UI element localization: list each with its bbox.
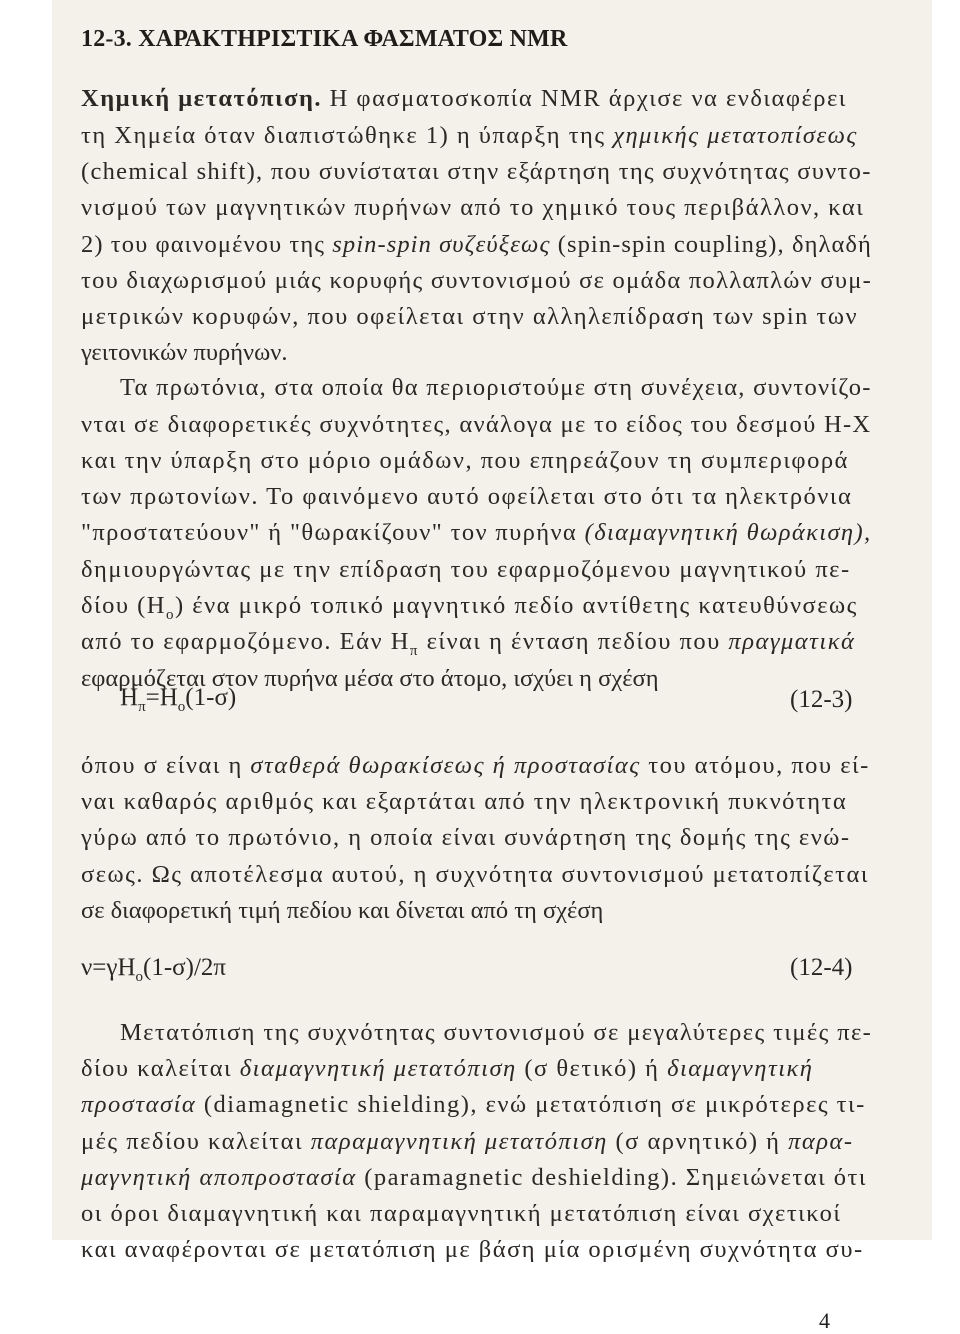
p2-line-7: δίου $(H_o)$ ένα μικρό τοπικό μαγνητικό πεδίο αντίθετης κατευθύνσεως xyxy=(81,592,858,623)
p2-line-3: και την ύπαρξη στο μόριο ομάδων, που επηρεάζουν τη συμπεριφορά xyxy=(81,447,849,474)
equation-number-12-4: (12-4) xyxy=(790,954,853,981)
p1-line-5: 2) του φαινομένου της spin-spin συζεύξεως (spin-spin coupling), δηλαδή xyxy=(81,231,872,258)
p1-line-3: (chemical shift), που συνίσταται στην εξάρτηση της συχνότητας συντο- xyxy=(81,158,872,185)
p4-line-6: οι όροι διαμαγνητική και παραμαγνητική μετατόπιση είναι σχετικοί xyxy=(81,1200,842,1227)
p4-line-3: προστασία (diamagnetic shielding), ενώ μετατόπιση σε μικρότερες τι- xyxy=(81,1091,866,1118)
equation-12-3: $H_\pi=H_o(1-\sigma)$ xyxy=(120,684,237,715)
p1-line-8: γειτονικών πυρήνων. xyxy=(81,339,288,366)
p4-line-5: μαγνητική αποπροστασία (paramagnetic deshielding). Σημειώνεται ότι xyxy=(81,1164,867,1191)
p3-line-1: όπου σ είναι η σταθερά θωρακίσεως ή προστασίας του ατόμου, που εί- xyxy=(81,752,870,779)
p2-line-5: "προστατεύουν" ή "θωρακίζουν" τον πυρήνα (διαμαγνητική θωράκιση), xyxy=(81,519,872,546)
p2-line-9: εφαρμόζεται στον πυρήνα μέσα στο άτομο, ισχύει η σχέση xyxy=(81,665,659,692)
p1-line-2: τη Χημεία όταν διαπιστώθηκε 1) η ύπαρξη της χημικής μετατοπίσεως xyxy=(81,122,858,149)
p2-line-4: των πρωτονίων. Το φαινόμενο αυτό οφείλεται στο ότι τα ηλεκτρόνια xyxy=(81,483,853,510)
p3-line-3: γύρω από το πρωτόνιο, η οποία είναι συνάρτηση της δομής της ενώ- xyxy=(81,824,851,851)
p1-line-7: μετρικών κορυφών, που οφείλεται στην αλληλεπίδραση των spin των xyxy=(81,303,859,330)
p4-line-2: δίου καλείται διαμαγνητική μετατόπιση (σ θετικό) ή διαμαγνητική xyxy=(81,1055,814,1082)
p1-line-6: του διαχωρισμού μιάς κορυφής συντονισμού σε ομάδα πολλαπλών συμ- xyxy=(81,267,873,294)
p3-line-2: ναι καθαρός αριθμός και εξαρτάται από την ηλεκτρονική πυκνότητα xyxy=(81,788,848,815)
p1-line-4: νισμού των μαγνητικών πυρήνων από το χημικό τους περιβάλλον, και xyxy=(81,194,865,221)
p3-line-5: σε διαφορετική τιμή πεδίου και δίνεται από τη σχέση xyxy=(81,897,604,924)
p4-line-4: μές πεδίου καλείται παραμαγνητική μετατόπιση (σ αρνητικό) ή παρα- xyxy=(81,1128,854,1155)
page-number: 4 xyxy=(819,1308,830,1333)
equation-number-12-3: (12-3) xyxy=(790,686,853,713)
p2-line-1: Τα πρωτόνια, στα οποία θα περιοριστούμε στη συνέχεια, συντονίζο- xyxy=(120,374,872,401)
p1-line-1: Χημική μετατόπιση. Η φασματοσκοπία NMR άρχισε να ενδιαφέρει xyxy=(81,85,847,112)
p2-line-6: δημιουργώντας με την επίδραση του εφαρμοζόμενου μαγνητικού πε- xyxy=(81,556,851,583)
p3-line-4: σεως. Ως αποτέλεσμα αυτού, η συχνότητα συντονισμού μετατοπίζεται xyxy=(81,861,869,888)
equation-12-4: $\nu=\gamma H_o(1-\sigma)/2\pi$ xyxy=(81,954,227,985)
p2-line-2: νται σε διαφορετικές συχνότητες, ανάλογα με το είδος του δεσμού Η-Χ xyxy=(81,411,872,438)
section-heading: 12-3. ΧΑΡΑΚΤΗΡΙΣΤΙΚΑ ΦΑΣΜΑΤΟΣ NMR xyxy=(81,26,568,52)
term-chemical-shift: Χημική μετατόπιση. xyxy=(81,85,322,112)
p4-line-7: και αναφέρονται σε μετατόπιση με βάση μία ορισμένη συχνότητα συ- xyxy=(81,1236,864,1263)
p4-line-1: Μετατόπιση της συχνότητας συντονισμού σε μεγαλύτερες τιμές πε- xyxy=(120,1019,873,1046)
p2-line-8: από το εφαρμοζόμενο. Εάν $H_\pi$ είναι η ένταση πεδίου που πραγματικά xyxy=(81,628,856,659)
